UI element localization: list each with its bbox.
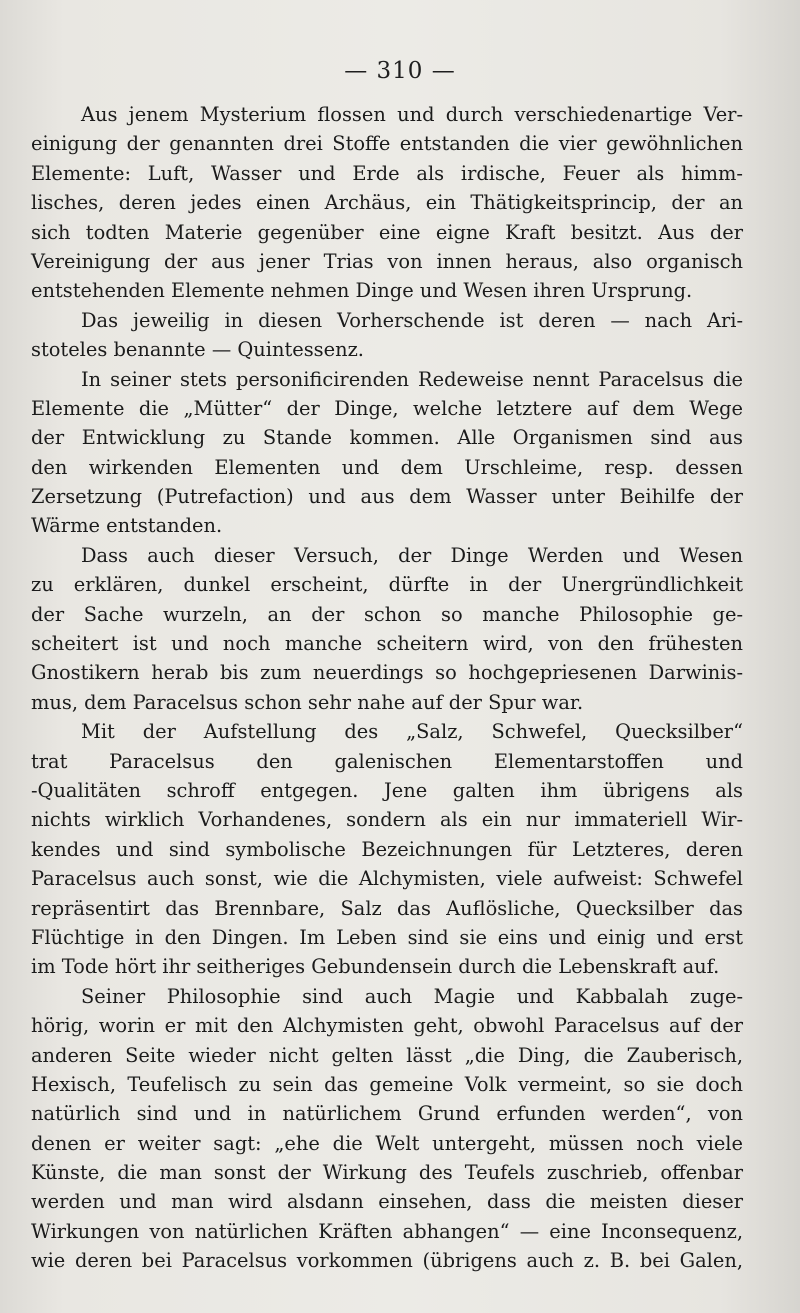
text-line: im Tode hört ihr seitheriges Gebundensein durch die Lebenskraft auf. [31, 955, 720, 979]
page-number: — 310 — [344, 58, 456, 84]
paragraph [31, 365, 743, 541]
text-line: -Qualitäten schroff entgegen. Jene galten ihm übrigens als [31, 778, 743, 802]
text-line: zu erklären, dunkel erscheint, dürfte in der Unergründlichkeit [31, 573, 743, 597]
text-line: einigung der genannten drei Stoffe entstanden die vier gewöhnlichen [31, 132, 743, 156]
text-line: hörig, worin er mit den Alchymisten geht, obwohl Paracelsus auf der [31, 1014, 743, 1038]
text-line: der Entwicklung zu Stande kommen. Alle Organismen sind aus [31, 426, 743, 450]
body-text [31, 100, 743, 1276]
text-line: Dass auch dieser Versuch, der Dinge Werden und Wesen [81, 543, 743, 567]
paragraph [31, 717, 743, 982]
text-line: nichts wirklich Vorhandenes, sondern als ein nur immateriell Wir- [31, 808, 743, 832]
text-line: Zersetzung (Putrefaction) und aus dem Wasser unter Beihilfe der [31, 485, 743, 509]
text-line: wie deren bei Paracelsus vorkommen (übrigens auch z. B. bei Galen, [31, 1249, 743, 1273]
text-line: scheitert ist und noch manche scheitern wird, von den frühesten [31, 632, 743, 656]
text-line: Seiner Philosophie sind auch Magie und Kabbalah zuge- [81, 984, 743, 1008]
paragraph [31, 306, 743, 365]
paragraph [31, 100, 743, 306]
text-line: Aus jenem Mysterium flossen und durch verschiedenartige Ver- [81, 103, 743, 126]
text-line: lisches, deren jedes einen Archäus, ein Thätigkeitsprincip, der an [31, 191, 743, 215]
text-line: Paracelsus auch sonst, wie die Alchymisten, viele aufweist: Schwefel [31, 867, 743, 891]
text-line: entstehenden Elemente nehmen Dinge und Wesen ihren Ursprung. [31, 279, 693, 303]
text-line: kendes und sind symbolische Bezeichnungen für Letzteres, deren [31, 837, 743, 861]
text-line: sich todten Materie gegenüber eine eigne Kraft besitzt. Aus der [31, 220, 743, 244]
text-line: der Sache wurzeln, an der schon so manche Philosophie ge- [31, 602, 743, 626]
text-line: repräsentirt das Brennbare, Salz das Auflösliche, Quecksilber das [31, 896, 743, 920]
text-line: natürlich sind und in natürlichem Grund erfunden werden“, von [31, 1102, 743, 1126]
text-line: Elemente: Luft, Wasser und Erde als irdische, Feuer als himm- [31, 161, 743, 185]
text-line: anderen Seite wieder nicht gelten lässt „die Ding, die Zauberisch, [31, 1043, 743, 1067]
text-line: Das jeweilig in diesen Vorherschende ist deren — nach Ari- [81, 308, 743, 332]
text-line: stoteles benannte — Quintessenz. [31, 338, 364, 362]
text-line: Wärme entstanden. [31, 514, 223, 538]
text-line: Elemente die „Mütter“ der Dinge, welche letztere auf dem Wege [31, 396, 743, 420]
text-line: denen er weiter sagt: „ehe die Welt untergeht, müssen noch viele [31, 1131, 743, 1155]
text-line: Gnostikern herab bis zum neuerdings so hochgepriesenen Darwinis- [31, 661, 743, 685]
text-line: Vereinigung der aus jener Trias von innen heraus, also organisch [31, 249, 743, 273]
text-line: Hexisch, Teufelisch zu sein das gemeine Volk vermeint, so sie doch [31, 1072, 743, 1096]
text-line: Mit der Aufstellung des „Salz, Schwefel, Quecksilber“ [81, 720, 743, 744]
text-line: den wirkenden Elementen und dem Urschleime, resp. dessen [31, 455, 743, 479]
text-line: Künste, die man sonst der Wirkung des Teufels zuschrieb, offenbar [31, 1161, 743, 1185]
text-line: werden und man wird alsdann einsehen, dass die meisten dieser [31, 1190, 743, 1214]
text-line: In seiner stets personificirenden Redeweise nennt Paracelsus die [81, 367, 743, 391]
paragraph [31, 541, 743, 717]
text-line: Wirkungen von natürlichen Kräften abhangen“ — eine Inconsequenz, [31, 1219, 743, 1243]
text-line: trat Paracelsus den galenischen Elementarstoffen und [31, 749, 743, 773]
text-line: Flüchtige in den Dingen. Im Leben sind sie eins und einig und erst [31, 925, 743, 949]
text-line: mus, dem Paracelsus schon sehr nahe auf der Spur war. [31, 690, 584, 714]
paragraph [31, 982, 743, 1276]
